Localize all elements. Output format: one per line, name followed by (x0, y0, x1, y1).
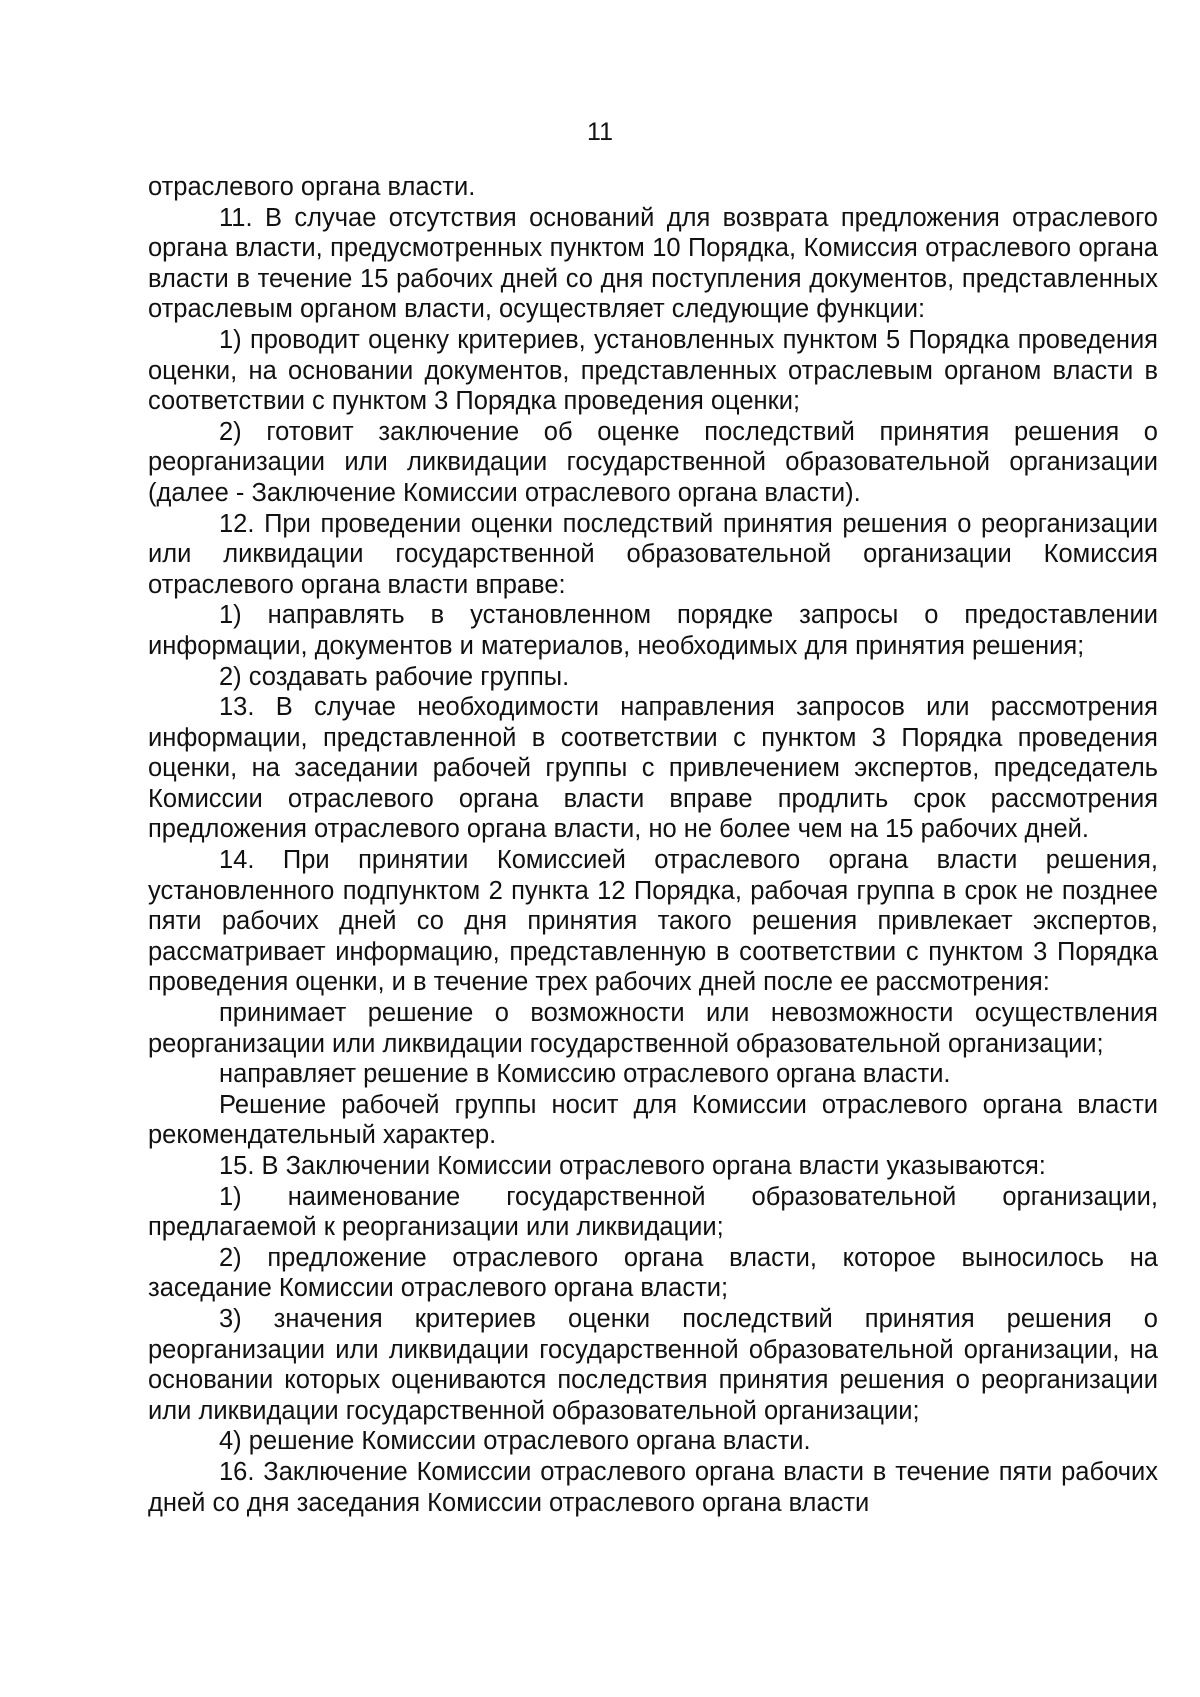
paragraph: 11. В случае отсутствия оснований для возврата предложения отраслевого органа власти, предусмотренных пунктом 10 Порядка, Комиссия отраслевого органа власти в течение 15 рабочих дней со дня поступления документов, представленных отраслевым органом власти, осуществляет следующие функции: (148, 203, 1158, 324)
paragraph: 1) направлять в установленном порядке запросы о предоставлении информации, документов и материалов, необходимых для принятия решения; (148, 601, 1158, 660)
paragraph: 15. В Заключении Комиссии отраслевого органа власти указываются: (219, 1152, 1046, 1180)
paragraph: 2) готовит заключение об оценке последствий принятия решения о реорганизации или ликвидации государственной образовательной организации (далее - Заключение Комиссии отраслевого органа власти). (148, 417, 1158, 507)
paragraph: 4) решение Комиссии отраслевого органа власти. (219, 1427, 811, 1456)
paragraph: принимает решение о возможности или невозможности осуществления реорганизации или ликвидации государственной образовательной организации; (148, 999, 1158, 1058)
paragraph: 13. В случае необходимости направления запросов или рассмотрения информации, представленной в соответствии с пунктом 3 Порядка проведения оценки, на заседании рабочей группы с привлечением экспертов, председатель Комиссии отраслевого органа власти вправе продлить срок рассмотрения предложения отраслевого органа власти, но не более чем на 15 рабочих дней. (148, 693, 1158, 844)
paragraph: отраслевого органа власти. (148, 173, 476, 201)
paragraph: 3) значения критериев оценки последствий принятия решения о реорганизации или ликвидации государственной образовательной организации, на основании которых оцениваются последствия принятия решения о реорганизации или ликвидации государственной образовательной организации; (148, 1304, 1158, 1425)
paragraph: 14. При принятии Комиссией отраслевого органа власти решения, установленного подпунктом 2 пункта 12 Порядка, рабочая группа в срок не позднее пяти рабочих дней со дня принятия такого решения привлекает экспертов, рассматривает информацию, представленную в соответствии с пунктом 3 Порядка проведения оценки, и в течение трех рабочих дней после ее рассмотрения: (148, 846, 1158, 997)
paragraph: 2) предложение отраслевого органа власти, которое выносилось на заседание Комиссии отраслевого органа власти; (148, 1243, 1158, 1303)
paragraph: Решение рабочей группы носит для Комиссии отраслевого органа власти рекомендательный характер. (148, 1090, 1158, 1150)
paragraph: 1) наименование государственной образовательной организации, предлагаемой к реорганизации или ликвидации; (148, 1182, 1158, 1242)
paragraph: 12. При проведении оценки последствий принятия решения о реорганизации или ликвидации государственной образовательной организации Комиссия отраслевого органа власти вправе: (148, 509, 1158, 599)
paragraph: 16. Заключение Комиссии отраслевого органа власти в течение пяти рабочих дней со дня заседания Комиссии отраслевого органа власти (148, 1457, 1158, 1517)
document-body (148, 172, 1158, 1518)
paragraph: 1) проводит оценку критериев, установленных пунктом 5 Порядка проведения оценки, на основании документов, представленных отраслевым органом власти в соответствии с пунктом 3 Порядка проведения оценки; (148, 325, 1158, 416)
paragraph: 2) создавать рабочие группы. (219, 662, 570, 691)
paragraph: направляет решение в Комиссию отраслевого органа власти. (219, 1060, 951, 1089)
page-number: 11 (587, 118, 613, 146)
